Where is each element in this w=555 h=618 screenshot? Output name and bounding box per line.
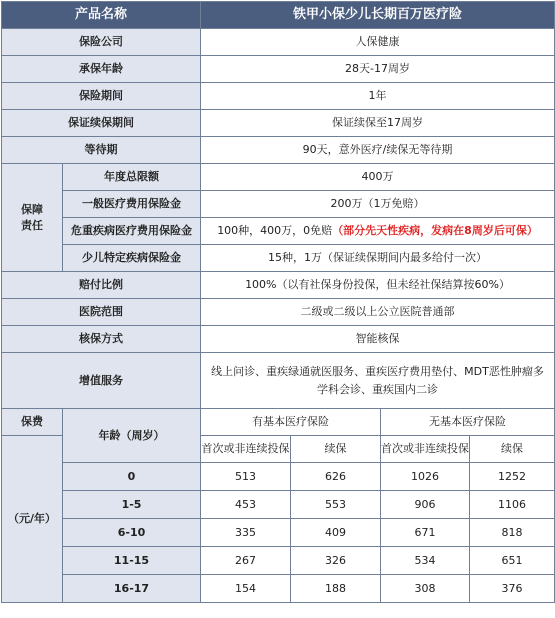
premium-age: 6-10 xyxy=(63,519,201,547)
premium-age: 1-5 xyxy=(63,491,201,519)
premium-renewal: 续保 xyxy=(291,436,381,463)
table-row xyxy=(2,110,555,137)
premium-row xyxy=(2,519,555,547)
row-label: 医院范围 xyxy=(2,299,201,326)
premium-value: 671 xyxy=(381,519,470,547)
coverage-item-value: 400万 xyxy=(201,164,555,191)
coverage-item-label: 年度总限额 xyxy=(63,164,201,191)
table-row xyxy=(2,245,555,272)
row-label: 承保年龄 xyxy=(2,56,201,83)
premium-first-purchase: 首次或非连续投保 xyxy=(381,436,470,463)
premium-age-header: 年龄（周岁） xyxy=(63,409,201,463)
coverage-item-value: 200万（1万免赔） xyxy=(201,191,555,218)
table-row xyxy=(2,272,555,299)
premium-value: 626 xyxy=(291,463,381,491)
premium-with-insurance: 有基本医疗保险 xyxy=(201,409,381,436)
row-value: 1年 xyxy=(201,83,555,110)
premium-age: 0 xyxy=(63,463,201,491)
premium-value: 818 xyxy=(470,519,555,547)
premium-value: 376 xyxy=(470,575,555,603)
row-value: 100%（以有社保身份投保，但未经社保结算按60%） xyxy=(201,272,555,299)
premium-row xyxy=(2,547,555,575)
premium-renewal: 续保 xyxy=(470,436,555,463)
premium-value: 326 xyxy=(291,547,381,575)
premium-value: 453 xyxy=(201,491,291,519)
coverage-item-label: 危重疾病医疗费用保险金 xyxy=(63,218,201,245)
premium-age: 11-15 xyxy=(63,547,201,575)
table-row xyxy=(2,191,555,218)
premium-age: 16-17 xyxy=(63,575,201,603)
table-row xyxy=(2,137,555,164)
premium-value: 267 xyxy=(201,547,291,575)
premium-value: 906 xyxy=(381,491,470,519)
coverage-item-value: 15种，1万（保证续保期间内最多给付一次） xyxy=(201,245,555,272)
row-label: 赔付比例 xyxy=(2,272,201,299)
row-label: 等待期 xyxy=(2,137,201,164)
header-product-name: 产品名称 xyxy=(2,2,201,29)
premium-value: 409 xyxy=(291,519,381,547)
row-value: 线上问诊、重疾绿通就医服务、重疾医疗费用垫付、MDT恶性肿瘤多学科会诊、重疾国内二诊 xyxy=(201,353,555,409)
premium-label-top: 保费 xyxy=(2,409,63,436)
table-row xyxy=(2,326,555,353)
row-value: 智能核保 xyxy=(201,326,555,353)
table-row xyxy=(2,299,555,326)
row-label: 增值服务 xyxy=(2,353,201,409)
table-row xyxy=(2,56,555,83)
row-label: 保险公司 xyxy=(2,29,201,56)
row-label: 核保方式 xyxy=(2,326,201,353)
header-product-title: 铁甲小保少儿长期百万医疗险 xyxy=(201,2,555,29)
insurance-comparison-table xyxy=(1,1,555,603)
row-value: 28天-17周岁 xyxy=(201,56,555,83)
coverage-item-label: 一般医疗费用保险金 xyxy=(63,191,201,218)
row-value: 90天，意外医疗/续保无等待期 xyxy=(201,137,555,164)
coverage-item-value xyxy=(201,218,555,245)
coverage-group-label xyxy=(2,164,63,272)
premium-row xyxy=(2,491,555,519)
premium-first-purchase: 首次或非连续投保 xyxy=(201,436,291,463)
row-value: 二级或二级以上公立医院普通部 xyxy=(201,299,555,326)
table-header-row xyxy=(2,2,555,29)
premium-value: 553 xyxy=(291,491,381,519)
premium-value: 513 xyxy=(201,463,291,491)
premium-value: 1026 xyxy=(381,463,470,491)
premium-value: 534 xyxy=(381,547,470,575)
table-row xyxy=(2,83,555,110)
table-row xyxy=(2,164,555,191)
premium-header-row xyxy=(2,409,555,436)
row-label: 保险期间 xyxy=(2,83,201,110)
coverage-item-note: （部分先天性疾病，发病在8周岁后可保） xyxy=(332,224,538,237)
table-row xyxy=(2,29,555,56)
premium-without-insurance: 无基本医疗保险 xyxy=(381,409,555,436)
table-row xyxy=(2,353,555,409)
premium-value: 1252 xyxy=(470,463,555,491)
row-label: 保证续保期间 xyxy=(2,110,201,137)
coverage-group-line2: 责任 xyxy=(21,218,43,232)
coverage-item-label: 少儿特定疾病保险金 xyxy=(63,245,201,272)
row-value: 保证续保至17周岁 xyxy=(201,110,555,137)
row-value: 人保健康 xyxy=(201,29,555,56)
premium-row xyxy=(2,575,555,603)
premium-value: 154 xyxy=(201,575,291,603)
coverage-item-main: 100种，400万，0免赔 xyxy=(217,224,333,237)
coverage-group-line1: 保障 xyxy=(21,202,43,216)
premium-value: 335 xyxy=(201,519,291,547)
premium-value: 308 xyxy=(381,575,470,603)
premium-value: 651 xyxy=(470,547,555,575)
premium-value: 1106 xyxy=(470,491,555,519)
premium-value: 188 xyxy=(291,575,381,603)
premium-label-bottom: （元/年） xyxy=(2,436,63,603)
table-row xyxy=(2,218,555,245)
premium-row xyxy=(2,463,555,491)
